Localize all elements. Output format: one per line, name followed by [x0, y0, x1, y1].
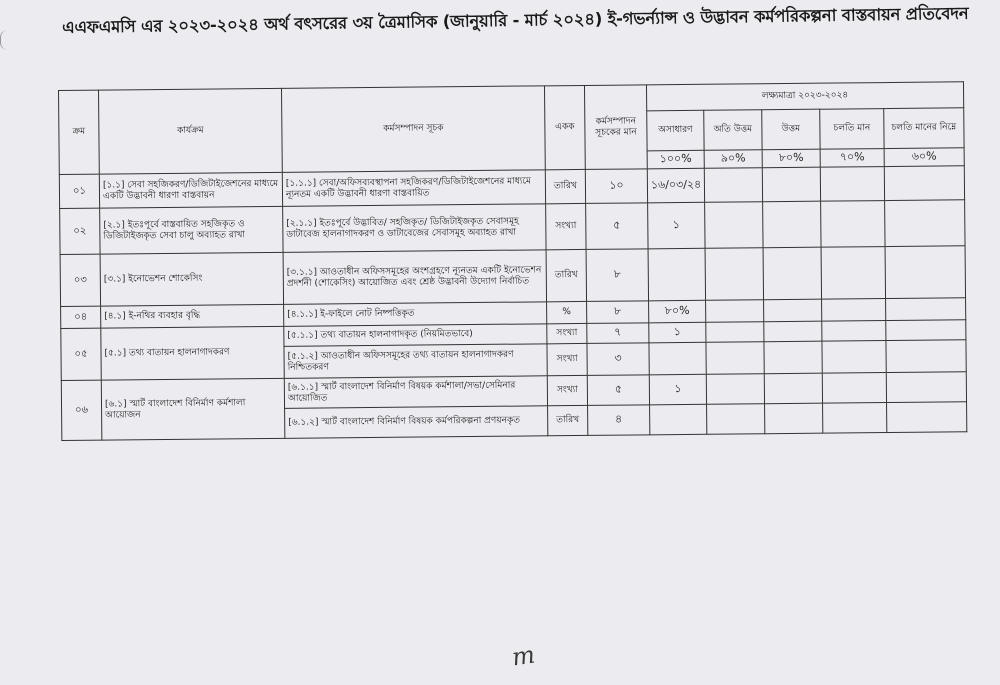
header-pct-100: ১০০% — [647, 150, 704, 169]
row-achievement: ১ — [649, 322, 706, 343]
row-weight: ৮ — [587, 301, 649, 324]
empty-cell — [886, 298, 966, 321]
empty-cell — [705, 248, 763, 301]
empty-cell — [820, 167, 884, 202]
empty-cell — [887, 402, 967, 433]
empty-cell — [704, 168, 762, 203]
row-achievement: ১ — [649, 374, 706, 405]
page-edge-mark — [0, 30, 15, 50]
row-indicator: [১.১.১] সেবা/অফিসব্যবস্থাপনা সহজিকরণ/ডিজিটাইজেশনের মাধ্যমে ন্যূনতম একটি উদ্ভাবনী ধারণা বাস্তবায়িত — [282, 170, 545, 207]
header-target-fair: চলতি মান — [820, 109, 884, 150]
empty-cell — [821, 201, 885, 248]
row-indicator: [৫.১.১] তথ্য বাতায়ন হালনাগাদকৃত (নিয়মিতভাবে) — [284, 324, 547, 347]
header-target-outstanding: অসাধারণ — [647, 110, 704, 151]
row-weight: ৫ — [587, 375, 649, 406]
initials-signature: m — [510, 640, 537, 672]
empty-cell — [822, 373, 886, 404]
row-unit: তারিখ — [546, 249, 586, 301]
header-target-group: লক্ষ্যমাত্রা ২০২৩-২০২৪ — [646, 82, 963, 111]
empty-cell — [762, 167, 820, 202]
row-weight: ৪ — [588, 405, 650, 436]
header-target-below-fair: চলতি মানের নিম্নে — [884, 108, 964, 149]
row-serial: ০৫ — [61, 328, 101, 380]
header-pct-90: ৯০% — [704, 150, 762, 169]
row-weight: ৩ — [587, 343, 649, 376]
header-pct-80: ৮০% — [762, 149, 820, 168]
empty-cell — [706, 322, 764, 343]
row-indicator: [৬.১.১] স্মার্ট বাংলাদেশ বিনির্মাণ বিষয়ক কর্মশালা/সভা/সেমিনার আয়োজিত — [284, 376, 547, 409]
header-unit: একক — [544, 85, 585, 169]
row-activity: [২.১] ইতঃপূর্বে বাস্তবায়িত সহজিকৃত ও ডিজিটাইজকৃত সেবা চালু অব্যাহত রাখা — [100, 206, 283, 254]
empty-cell — [886, 340, 966, 373]
empty-cell — [822, 321, 886, 342]
row-achievement: ১ — [648, 202, 705, 249]
row-achievement — [650, 404, 707, 435]
empty-cell — [764, 373, 822, 404]
row-serial: ০৩ — [60, 254, 100, 306]
table-body — [59, 166, 967, 441]
empty-cell — [764, 299, 822, 322]
row-weight: ৭ — [587, 323, 649, 344]
empty-cell — [885, 246, 965, 299]
empty-cell — [763, 201, 821, 248]
report-table — [58, 81, 967, 441]
row-weight: ৫ — [586, 203, 648, 250]
empty-cell — [706, 300, 764, 323]
row-unit: তারিখ — [548, 405, 588, 435]
header-pct-60: ৬০% — [884, 148, 964, 167]
row-unit: সংখ্যা — [547, 375, 587, 405]
row-unit: সংখ্যা — [547, 323, 587, 343]
row-serial: ০২ — [60, 208, 100, 254]
header-pct-70: ৭০% — [820, 149, 884, 168]
header-target-excellent: অতি উত্তম — [704, 110, 762, 151]
row-activity: [১.১] সেবা সহজিকরণ/ডিজিটাইজেশনের মাধ্যমে একটি উদ্ভাবনী ধারণা বাস্তবায়ন — [99, 172, 282, 208]
empty-cell — [764, 321, 822, 342]
row-unit: সংখ্যা — [547, 343, 587, 375]
row-indicator: [৬.১.২] স্মার্ট বাংলাদেশ বিনির্মাণ বিষয়ক কর্মপরিকল্পনা প্রণয়নকৃত — [285, 406, 548, 439]
row-unit: সংখ্যা — [546, 203, 586, 249]
empty-cell — [822, 299, 886, 322]
report-sheet — [58, 81, 966, 441]
row-achievement — [649, 342, 706, 375]
row-weight: ১০ — [585, 169, 647, 204]
empty-cell — [885, 200, 965, 247]
row-activity: [৬.১] স্মার্ট বাংলাদেশ বিনির্মাণ কর্মশালা আয়োজন — [101, 378, 285, 440]
row-indicator: [২.১.১] ইতঃপূর্বে উদ্ভাবিত/ সহজিকৃত/ ডিজিটাইজকৃত সেবাসমূহ ডাটাবেজ হালনাগাদকরণ ও ডাটাবেজের সেবাসমূহ অব্যাহত রাখা — [283, 204, 546, 253]
table-row — [60, 246, 965, 307]
header-serial: ক্রম — [59, 90, 100, 174]
empty-cell — [822, 341, 886, 374]
empty-cell — [764, 341, 822, 374]
row-serial: ০৪ — [61, 306, 101, 328]
empty-cell — [706, 374, 764, 405]
empty-cell — [886, 372, 966, 403]
row-serial: ০১ — [59, 174, 99, 208]
row-achievement: ১৬/০৩/২৪ — [647, 168, 704, 203]
empty-cell — [821, 247, 885, 300]
row-weight: ৮ — [586, 249, 648, 302]
empty-cell — [765, 403, 823, 434]
empty-cell — [707, 404, 765, 435]
row-activity: [৪.১] ই-নথির ব্যবহার বৃদ্ধি — [101, 304, 284, 328]
header-activity: কার্যক্রম — [99, 88, 283, 174]
row-activity: [৫.১] তথ্য বাতায়ন হালনাগাদকরণ — [101, 326, 284, 380]
empty-cell — [823, 403, 887, 434]
row-achievement: ৮০% — [649, 300, 706, 323]
row-indicator: [৫.১.২] আওতাধীন অফিসসমূহের তথ্য বাতায়ন হালনাগাদকরণ নিশ্চিতকরণ — [284, 344, 547, 379]
page-title: এএফএমসি এর ২০২৩-২০২৪ অর্থ বৎসরের ৩য় ত্রৈমাসিক (জানুয়ারি - মার্চ ২০২৪) ই-গভর্ন্যান্স ও উদ্ভাবন কর্মপরিকল্পনা বাস্তবায়ন প্রতিবেদন — [62, 3, 969, 37]
header-weight: কর্মসম্পাদন সূচকের মান — [584, 85, 647, 170]
row-serial: ০৬ — [61, 380, 102, 440]
row-achievement — [648, 248, 705, 301]
empty-cell — [886, 320, 966, 341]
row-indicator: [৪.১.১] ই-ফাইলে নোট নিষ্পত্তিকৃত — [284, 302, 547, 327]
row-unit: তারিখ — [545, 169, 585, 203]
header-indicator: কর্মসম্পাদন সূচক — [281, 86, 545, 173]
row-activity: [৩.১] ইনোভেশন শোকেসিং — [100, 252, 283, 306]
empty-cell — [705, 202, 763, 249]
row-indicator: [৩.১.১] আওতাধীন অফিসসমূহের অংশগ্রহণে ন্যূনতম একটি ইনোভেশন প্রদর্শনী (শোকেসিং) আয়োজিত এবং শ্রেষ্ঠ উদ্ভাবনী উদ্যোগ নির্বাচিত — [283, 250, 546, 305]
row-unit: % — [547, 301, 587, 323]
empty-cell — [706, 342, 764, 375]
header-target-good: উত্তম — [762, 109, 820, 150]
empty-cell — [763, 247, 821, 300]
table-header — [59, 82, 965, 175]
empty-cell — [884, 166, 964, 201]
